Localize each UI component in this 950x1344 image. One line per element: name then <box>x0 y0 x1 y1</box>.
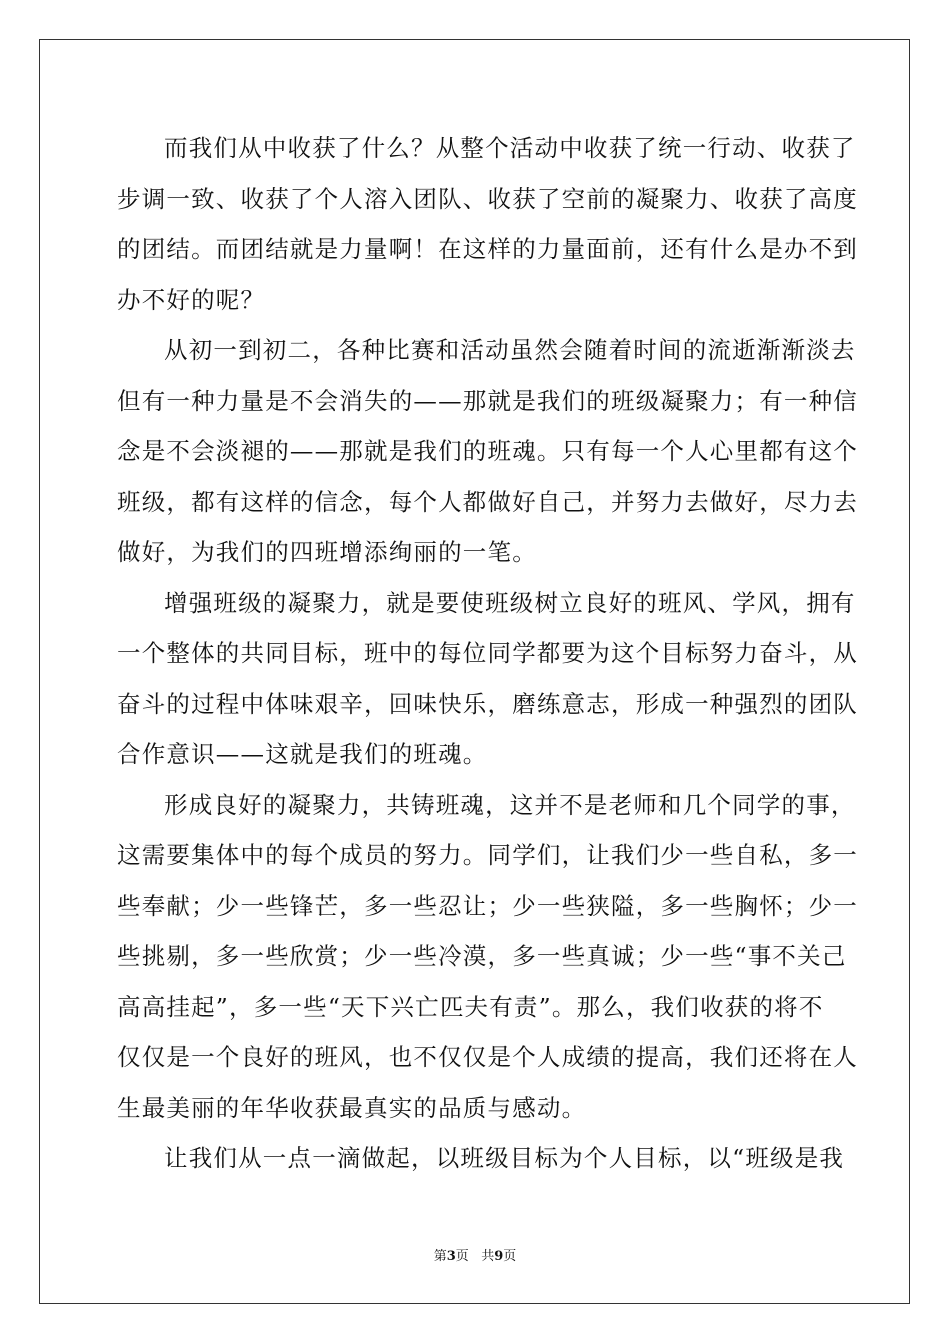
text-line: 做好，为我们的四班增添绚丽的一笔。 <box>117 538 537 566</box>
text-line: 步调一致、收获了个人溶入团队、收获了空前的凝聚力、收获了高度 <box>117 184 858 213</box>
text-line: 仅仅是一个良好的班风，也不仅仅是个人成绩的提高，我们还将在人 <box>117 1043 858 1071</box>
footer-page-number: 3 <box>446 1249 456 1264</box>
text-line: 合作意识——这就是我们的班魂。 <box>117 740 488 768</box>
text-line: 的团结。而团结就是力量啊！在这样的力量面前，还有什么是办不到 <box>117 235 858 263</box>
footer-total-suffix: 页 <box>503 1249 517 1264</box>
page-footer <box>0 1248 950 1266</box>
text-line: 念是不会淡褪的——那就是我们的班魂。只有每一个人心里都有这个 <box>117 437 858 465</box>
footer-total-prefix: 共 <box>481 1249 495 1264</box>
text-line: 形成良好的凝聚力，共铸班魂，这并不是老师和几个同学的事， <box>164 790 856 819</box>
text-line: 但有一种力量是不会消失的——那就是我们的班级凝聚力；有一种信 <box>117 386 858 415</box>
text-line: 一个整体的共同目标，班中的每位同学都要为这个目标努力奋斗，从 <box>117 639 858 667</box>
text-line: 让我们从一点一滴做起，以班级目标为个人目标，以“班级是我 <box>164 1144 845 1172</box>
text-line: 从初一到初二，各种比赛和活动虽然会随着时间的流逝渐渐淡去 <box>164 336 856 364</box>
footer-page-suffix: 页 <box>455 1249 469 1264</box>
text-line: 些挑剔，多一些欣赏；少一些冷漠，多一些真诚；少一些“事不关己 <box>117 942 847 970</box>
footer-page-prefix: 第 <box>433 1249 447 1264</box>
text-line: 高高挂起”，多一些“天下兴亡匹夫有责”。那么，我们收获的将不 <box>117 992 824 1021</box>
text-line: 些奉献；少一些锋芒，多一些忍让；少一些狭隘，多一些胸怀；少一 <box>117 891 858 920</box>
text-line: 这需要集体中的每个成员的努力。同学们，让我们少一些自私，多一 <box>117 841 858 869</box>
text-line: 生最美丽的年华收获最真实的品质与感动。 <box>117 1093 587 1122</box>
text-line: 办不好的呢？ <box>117 285 266 314</box>
text-line: 奋斗的过程中体味艰辛，回味快乐，磨练意志，形成一种强烈的团队 <box>117 689 858 718</box>
text-line: 增强班级的凝聚力，就是要使班级树立良好的班风、学风，拥有 <box>164 588 856 617</box>
footer-total-pages: 9 <box>494 1249 504 1264</box>
text-line: 而我们从中收获了什么？从整个活动中收获了统一行动、收获了 <box>164 134 856 162</box>
text-line: 班级，都有这样的信念，每个人都做好自己，并努力去做好，尽力去 <box>117 487 858 516</box>
